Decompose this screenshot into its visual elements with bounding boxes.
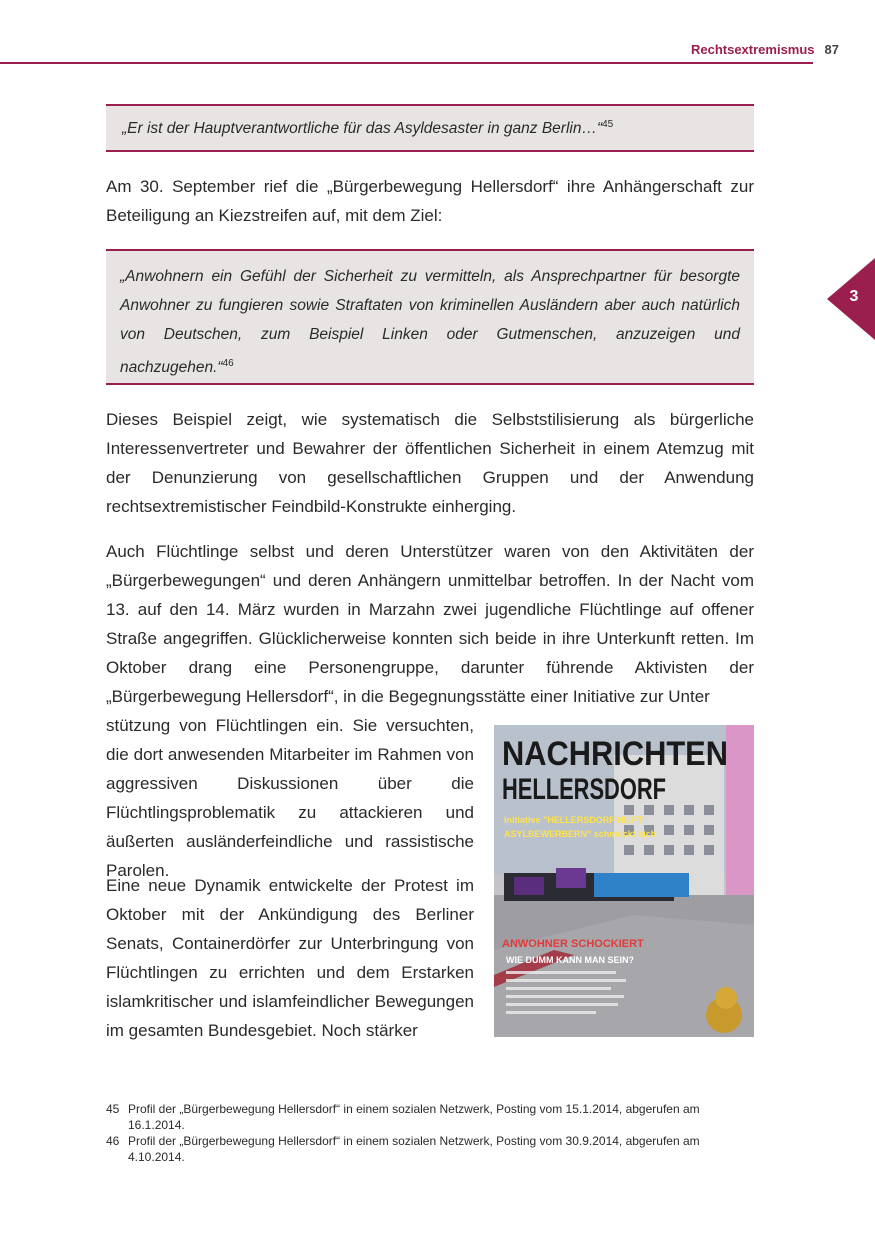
poster-question: WIE DUMM KANN MAN SEIN? bbox=[506, 955, 634, 965]
poster-subline-2: ASYLBEWERBERN" schmückt sich bbox=[504, 829, 657, 839]
paragraph: Auch Flüchtlinge selbst und deren Unterstützer waren von den Aktivitäten der „Bürgerbewegungen“ und deren Anhängern unmittelbar betroffen. In der Nacht vom 13. auf den 14. März wurden in Marzahn zwei jugendliche Flüchtlinge auf offener Straße angegriffen. Glücklicherweise konnten sich beide in ihre Unterkunft retten. Im Oktober drang eine Personengruppe, darunter führende Aktivisten der „Bürgerbewegung Hellersdorf“, in die Begegnungsstätte einer Initiative zur Unter bbox=[106, 542, 754, 706]
quote-block-45 bbox=[106, 104, 754, 152]
chapter-number: 3 bbox=[849, 288, 859, 305]
footnote-text: Profil der „Bürgerbewegung Hellersdorf“ in einem sozialen Netzwerk, Posting vom 15.1.2014, abgerufen am 16.1.2014. bbox=[128, 1102, 700, 1132]
poster-subline-1: Initiative "HELLERSDORF HILFT bbox=[504, 815, 643, 825]
paragraph: Am 30. September rief die „Bürgerbewegung Hellersdorf“ ihre Anhängerschaft zur Beteiligung an Kiezstreifen auf, mit dem Ziel: bbox=[106, 177, 754, 225]
newspaper-image bbox=[494, 725, 754, 1037]
page-number: 87 bbox=[824, 42, 839, 57]
header-rule bbox=[0, 62, 813, 64]
footnote-46 bbox=[106, 1133, 754, 1165]
footnote-number: 45 bbox=[106, 1102, 120, 1116]
paragraph-continuation: stützung von Flüchtlingen ein. Sie versuchten, die dort anwesenden Mitarbeiter im Rahmen von aggressiven Diskussionen über die Flüchtlingsproblematik zu attackieren und äußerten ausländerfeindliche und rassistische Parolen. bbox=[106, 716, 474, 880]
poster-banner: ANWOHNER SCHOCKIERT bbox=[502, 938, 644, 950]
footnote-number: 46 bbox=[106, 1134, 120, 1148]
quote-text: „Er ist der Hauptverantwortliche für das Asyldesaster in ganz Berlin…“ bbox=[122, 120, 603, 137]
paragraph: Dieses Beispiel zeigt, wie systematisch die Selbststilisierung als bürgerliche Interessenvertreter und Bewahrer der öffentlichen Sicherheit in einem Atemzug mit der Denunzierung von gesellschaftlichen Gruppen und der Anwendung rechtsextremistischer Feindbild-Konstrukte einherging. bbox=[106, 410, 754, 516]
paragraph: Eine neue Dynamik entwickelte der Protest im Oktober mit der Ankündigung des Berliner Senats, Containerdörfer zur Unterbringung von Flüchtlingen zu errichten und dem Erstarken islamkritischer und islamfeindlicher Bewegungen im gesamten Bundesgebiet. Noch stärker bbox=[106, 876, 474, 1040]
quote-text: „Anwohnern ein Gefühl der Sicherheit zu vermitteln, als Ansprechpartner für besorgte Anwohner zu fungieren sowie Straftaten von kriminellen Ausländern aber auch natürlich von Deutschen, zum Beispiel Linken oder Gutmenschen, anzuzeigen und nachzugehen.“ bbox=[120, 268, 740, 376]
quote-block-46 bbox=[106, 249, 754, 385]
footnote-ref: 45 bbox=[602, 119, 614, 130]
header-title: Rechtsextremismus bbox=[690, 42, 815, 57]
footnote-45 bbox=[106, 1101, 754, 1133]
running-header bbox=[691, 42, 839, 57]
footnotes bbox=[106, 1101, 754, 1165]
poster-headline-2: HELLERSDORF bbox=[502, 773, 666, 806]
footnote-ref: 46 bbox=[222, 358, 234, 369]
poster-headline-1: NACHRICHTEN bbox=[502, 735, 728, 773]
footnote-text: Profil der „Bürgerbewegung Hellersdorf“ in einem sozialen Netzwerk, Posting vom 30.9.2014, abgerufen am 4.10.2014. bbox=[128, 1134, 700, 1164]
